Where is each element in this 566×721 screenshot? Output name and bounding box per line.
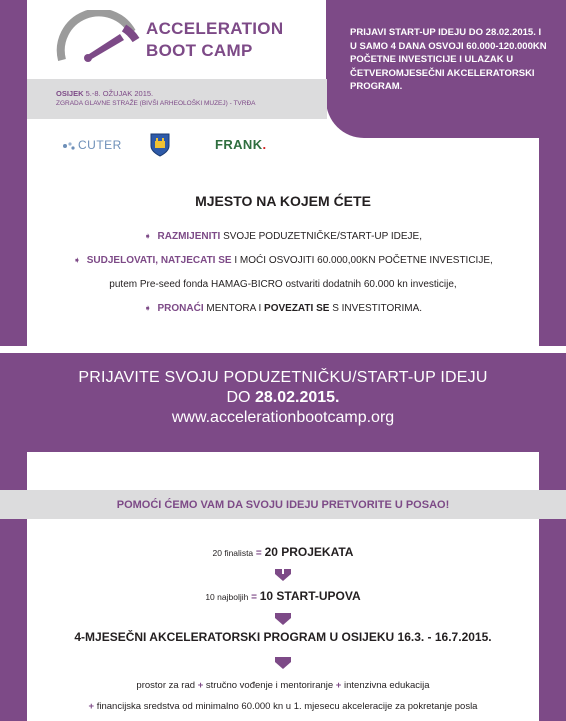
funnel-banner (0, 490, 566, 519)
place-line-1-bold: RAZMIJENITI (157, 231, 221, 242)
benefit-education: intenzivna edukacija (344, 680, 430, 691)
frank-label: FRANK (215, 137, 263, 152)
brand-line-1: ACCELERATION (146, 19, 284, 38)
city-crest (150, 133, 170, 162)
place-line-2-bold: SUDJELOVATI, NATJECATI SE (86, 255, 232, 266)
speedometer-icon (54, 10, 144, 70)
apply-website-link[interactable]: www.accelerationbootcamp.org (171, 409, 395, 426)
coat-of-arms-icon (150, 133, 170, 157)
apply-line-1: PRIJAVITE SVOJU PODUZETNIČKU/START-UP IDEJU (78, 369, 488, 386)
logo (54, 10, 324, 72)
place-line-4-bold-1: PRONAĆI (157, 303, 204, 314)
step-2-equals: = (248, 592, 260, 603)
place-heading: MJESTO NA KOJEM ĆETE (195, 193, 371, 209)
frank-dot: . (262, 137, 267, 152)
plus-icon: + (335, 680, 342, 691)
cuter-mark-icon (62, 141, 76, 151)
promo-text: PRIJAVI START-UP IDEJU DO 28.02.2015. I U SAMO 4 DANA OSVOJI 60.000-120.000KN POČETNE INVESTICIJE I ULAZAK U ČETVEROMJESEČNI AKCELERATORSKI PROGRAM. (350, 27, 547, 92)
apply-line-2 (0, 389, 566, 407)
place-line-4 (0, 303, 566, 314)
step-2-big: 10 START-UPOVA (259, 589, 361, 603)
arrow-down-icon (273, 656, 293, 670)
benefit-workspace: prostor za rad (136, 680, 196, 691)
apply-date-prefix: DO (226, 389, 255, 406)
plus-icon: + (197, 680, 204, 691)
cuter-label: CUTER (78, 138, 122, 152)
benefit-mentoring: stručno vođenje i mentoriranje (205, 680, 334, 691)
event-venue: ZGRADA GLAVNE STRAŽE (BIVŠI ARHEOLOŠKI MUZEJ) - TVRĐA (56, 100, 256, 107)
benefits-line-1 (0, 680, 566, 691)
double-arrow-down-icon (273, 568, 293, 582)
program-title: 4-MJESEČNI AKCELERATORSKI PROGRAM U OSIJEKU 16.3. - 16.7.2015. (74, 630, 492, 644)
place-line-4-rest: S INVESTITORIMA. (329, 303, 423, 314)
event-city: OSIJEK (56, 89, 84, 98)
step-2-small: 10 najboljih (205, 592, 249, 602)
step-1-small: 20 finalista (212, 548, 254, 558)
step-1-equals: = (253, 548, 265, 559)
place-line-4-bold-2: POVEZATI SE (264, 303, 330, 314)
benefits-line-2 (0, 701, 566, 712)
promo-panel (326, 0, 566, 138)
partner-logos (0, 133, 566, 163)
apply-deadline: 28.02.2015. (254, 389, 340, 406)
place-line-2-rest: I MOĆI OSVOJITI 60.000,00KN POČETNE INVESTICIJE, (231, 255, 493, 266)
place-line-1-rest: SVOJE PODUZETNIČKE/START-UP IDEJE, (220, 231, 423, 242)
place-line-4-mid: MENTORA I (203, 303, 265, 314)
place-line-2 (0, 255, 566, 266)
event-info-bar (27, 79, 327, 119)
funnel-step-1 (0, 545, 566, 559)
place-line-3: putem Pre-seed fonda HAMAG-BICRO ostvariti dodatnih 60.000 kn investicije, (109, 279, 457, 290)
step-1-big: 20 PROJEKATA (264, 545, 354, 559)
event-date-line (56, 89, 327, 98)
apply-band (0, 353, 566, 452)
arrow-down-icon (273, 612, 293, 626)
event-dates: 5.-8. OŽUJAK 2015. (85, 89, 154, 98)
arrow-right-icon: ➧ (73, 255, 81, 265)
left-side-bar (0, 0, 27, 346)
funnel-step-2 (0, 589, 566, 603)
place-line-1 (0, 231, 566, 242)
cuter-logo (62, 138, 122, 152)
frank-logo (215, 137, 267, 152)
arrow-right-icon: ➧ (143, 231, 152, 241)
plus-icon: + (88, 701, 95, 712)
benefit-funding: financijska sredstva od minimalno 60.000 kn u 1. mjesecu akceleracije za pokretanje posla (96, 701, 478, 712)
funnel-banner-text: POMOĆI ĆEMO VAM DA SVOJU IDEJU PRETVORITE U POSAO! (116, 499, 450, 511)
arrow-right-icon: ➧ (143, 303, 152, 313)
brand-line-2: BOOT CAMP (146, 41, 253, 60)
